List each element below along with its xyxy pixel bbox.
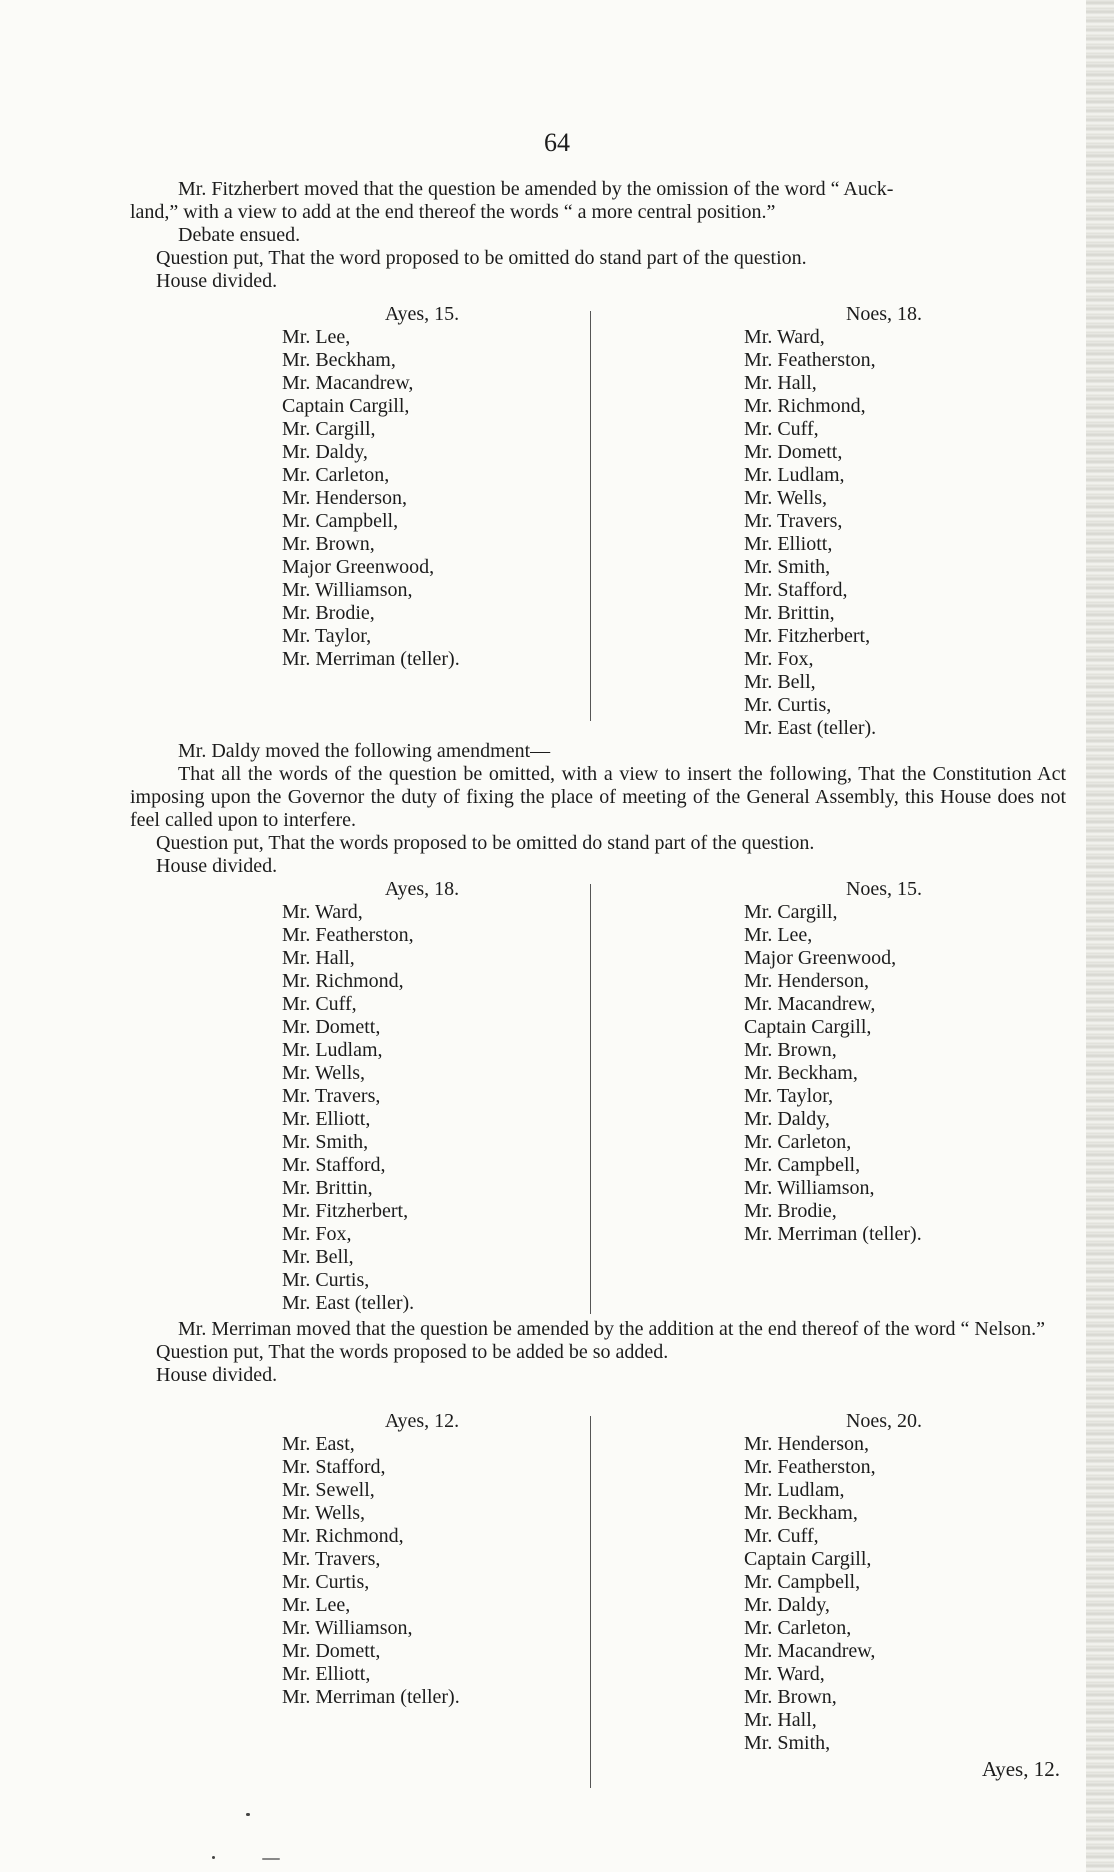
member-name: Mr. Henderson,	[282, 487, 407, 509]
member-name: Mr. Hall,	[282, 947, 355, 969]
member-name: Mr. Curtis,	[282, 1571, 370, 1593]
ayes-list	[282, 326, 522, 671]
member-name: Mr. Travers,	[282, 1548, 381, 1570]
member-name: Mr. Brodie,	[282, 602, 375, 624]
member-name: Mr. Richmond,	[744, 395, 866, 417]
motion-question: Question put, That the words proposed to be omitted do stand part of the question.	[156, 832, 815, 854]
member-name: Major Greenwood,	[744, 947, 897, 969]
noes-list	[744, 901, 984, 1246]
ink-speck	[262, 1858, 280, 1860]
division-1-ayes	[282, 303, 522, 671]
member-name: Mr. Ward,	[744, 1663, 825, 1685]
member-name: Mr. Daldy,	[744, 1594, 830, 1616]
motion-moved: Mr. Daldy moved the following amendment—	[178, 740, 551, 762]
member-name: Mr. Macandrew,	[744, 1640, 876, 1662]
division-3-noes	[744, 1410, 984, 1755]
member-name: Mr. Brown,	[744, 1039, 837, 1061]
division-3-ayes	[282, 1410, 522, 1709]
amendment-text: That all the words of the question be omitted, with a view to insert the following, That the Constitution Act imposing upon the Governor the duty of fixing the place of meeting of the General Assembly, this House does not feel called upon to interfere.	[130, 763, 1066, 831]
division-2-ayes	[282, 878, 522, 1315]
member-name: Mr. Williamson,	[744, 1177, 875, 1199]
noes-heading: Noes, 20.	[845, 1410, 923, 1432]
house-divided: House divided.	[156, 855, 278, 877]
member-name: Mr. Henderson,	[744, 970, 869, 992]
member-name: Mr. Elliott,	[282, 1663, 371, 1685]
member-name: Mr. Merriman (teller).	[282, 648, 460, 670]
ayes-heading: Ayes, 18.	[384, 878, 460, 900]
house-divided: House divided.	[156, 1364, 278, 1386]
member-name: Mr. Smith,	[282, 1131, 369, 1153]
motion-line: House divided.	[156, 270, 278, 292]
member-name: Mr. Lee,	[744, 924, 813, 946]
column-divider	[590, 311, 591, 721]
member-name: Mr. Sewell,	[282, 1479, 375, 1501]
member-name: Mr. Campbell,	[744, 1154, 861, 1176]
member-name: Mr. Fox,	[744, 648, 814, 670]
member-name: Mr. Cuff,	[282, 993, 357, 1015]
member-name: Mr. Wells,	[744, 487, 828, 509]
member-name: Mr. Smith,	[744, 1732, 831, 1754]
member-name: Mr. Taylor,	[282, 625, 372, 647]
member-name: Mr. Richmond,	[282, 970, 404, 992]
member-name: Mr. Brown,	[744, 1686, 837, 1708]
member-name: Captain Cargill,	[282, 395, 410, 417]
member-name: Mr. Beckham,	[282, 349, 396, 371]
member-name: Mr. Ludlam,	[282, 1039, 383, 1061]
ink-speck	[246, 1813, 250, 1816]
member-name: Mr. Williamson,	[282, 1617, 413, 1639]
member-name: Mr. Merriman (teller).	[744, 1223, 922, 1245]
member-name: Captain Cargill,	[744, 1016, 872, 1038]
member-name: Mr. East (teller).	[744, 717, 877, 739]
member-name: Mr. Bell,	[282, 1246, 354, 1268]
member-name: Mr. Domett,	[282, 1640, 381, 1662]
ink-speck	[212, 1856, 215, 1859]
member-name: Mr. Hall,	[744, 372, 817, 394]
ayes-heading: Ayes, 12.	[384, 1410, 460, 1432]
member-name: Mr. Macandrew,	[744, 993, 876, 1015]
member-name: Mr. Lee,	[282, 326, 351, 348]
member-name: Mr. Wells,	[282, 1062, 366, 1084]
member-name: Major Greenwood,	[282, 556, 435, 578]
noes-heading: Noes, 18.	[845, 303, 923, 325]
page-number: 64	[544, 128, 570, 157]
page-edge-shadow	[1086, 0, 1114, 1872]
member-name: Mr. Daldy,	[744, 1108, 830, 1130]
member-name: Mr. Curtis,	[744, 694, 832, 716]
member-name: Mr. Elliott,	[744, 533, 833, 555]
motion-daldy	[130, 740, 1066, 878]
motion-line: Question put, That the word proposed to be omitted do stand part of the question.	[156, 247, 807, 269]
member-name: Mr. Lee,	[282, 1594, 351, 1616]
member-name: Mr. Ward,	[744, 326, 825, 348]
member-name: Mr. Daldy,	[282, 441, 368, 463]
member-name: Mr. Taylor,	[744, 1085, 834, 1107]
member-name: Mr. Macandrew,	[282, 372, 414, 394]
ayes-list	[282, 901, 522, 1315]
member-name: Mr. Ward,	[282, 901, 363, 923]
member-name: Mr. Travers,	[744, 510, 843, 532]
member-name: Mr. Stafford,	[282, 1456, 386, 1478]
noes-list	[744, 326, 984, 740]
ayes-list	[282, 1433, 522, 1709]
noes-heading: Noes, 15.	[845, 878, 923, 900]
member-name: Mr. Cuff,	[744, 418, 819, 440]
noes-list	[744, 1433, 984, 1755]
member-name: Mr. Merriman (teller).	[282, 1686, 460, 1708]
motion-line: land,” with a view to add at the end thereof the words “ a more central position.”	[130, 201, 776, 223]
motion-moved: Mr. Merriman moved that the question be amended by the addition at the end thereof of the word “ Nelson.”	[178, 1318, 1045, 1340]
member-name: Mr. Travers,	[282, 1085, 381, 1107]
member-name: Mr. Campbell,	[744, 1571, 861, 1593]
member-name: Mr. Featherston,	[282, 924, 414, 946]
member-name: Mr. Beckham,	[744, 1502, 858, 1524]
member-name: Mr. Henderson,	[744, 1433, 869, 1455]
member-name: Mr. East (teller).	[282, 1292, 415, 1314]
member-name: Mr. Campbell,	[282, 510, 399, 532]
member-name: Mr. Featherston,	[744, 349, 876, 371]
member-name: Mr. Beckham,	[744, 1062, 858, 1084]
member-name: Mr. Cargill,	[282, 418, 376, 440]
motion-question: Question put, That the words proposed to be added be so added.	[156, 1341, 669, 1363]
motion-merriman	[156, 1318, 1066, 1387]
member-name: Mr. Brittin,	[282, 1177, 373, 1199]
member-name: Mr. Carleton,	[744, 1131, 852, 1153]
motion-fitzherbert	[130, 178, 1066, 293]
member-name: Mr. Stafford,	[282, 1154, 386, 1176]
member-name: Mr. Bell,	[744, 671, 816, 693]
member-name: Mr. Stafford,	[744, 579, 848, 601]
member-name: Mr. Cargill,	[744, 901, 838, 923]
member-name: Mr. East,	[282, 1433, 355, 1455]
member-name: Mr. Brodie,	[744, 1200, 837, 1222]
member-name: Mr. Ludlam,	[744, 464, 845, 486]
member-name: Mr. Carleton,	[282, 464, 390, 486]
member-name: Mr. Elliott,	[282, 1108, 371, 1130]
division-1-noes	[744, 303, 984, 740]
member-name: Captain Cargill,	[744, 1548, 872, 1570]
member-name: Mr. Fitzherbert,	[744, 625, 871, 647]
member-name: Mr. Richmond,	[282, 1525, 404, 1547]
member-name: Mr. Smith,	[744, 556, 831, 578]
member-name: Mr. Curtis,	[282, 1269, 370, 1291]
column-divider	[590, 1416, 591, 1788]
division-2-noes	[744, 878, 984, 1246]
member-name: Mr. Carleton,	[744, 1617, 852, 1639]
member-name: Mr. Brittin,	[744, 602, 835, 624]
member-name: Mr. Hall,	[744, 1709, 817, 1731]
member-name: Mr. Fox,	[282, 1223, 352, 1245]
catchword: Ayes, 12.	[982, 1757, 1060, 1781]
member-name: Mr. Williamson,	[282, 579, 413, 601]
member-name: Mr. Ludlam,	[744, 1479, 845, 1501]
column-divider	[590, 884, 591, 1314]
member-name: Mr. Brown,	[282, 533, 375, 555]
member-name: Mr. Fitzherbert,	[282, 1200, 409, 1222]
ayes-heading: Ayes, 15.	[384, 303, 460, 325]
member-name: Mr. Cuff,	[744, 1525, 819, 1547]
motion-line: Debate ensued.	[178, 224, 301, 246]
member-name: Mr. Domett,	[282, 1016, 381, 1038]
member-name: Mr. Featherston,	[744, 1456, 876, 1478]
member-name: Mr. Domett,	[744, 441, 843, 463]
member-name: Mr. Wells,	[282, 1502, 366, 1524]
motion-line: Mr. Fitzherbert moved that the question be amended by the omission of the word “ Auck-	[178, 178, 894, 200]
